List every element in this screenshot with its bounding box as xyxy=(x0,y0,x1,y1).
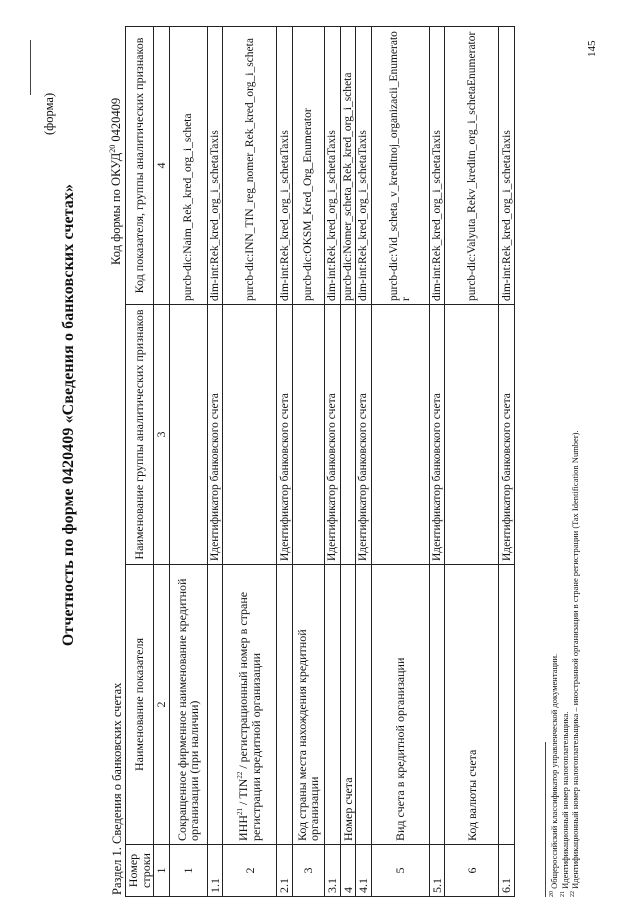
index-cell: 2 xyxy=(154,565,170,845)
table-row xyxy=(356,27,372,897)
table-row xyxy=(223,27,277,897)
indicator-code: purcb-dic:Vid_scheta_v_kreditnoj_organizacii_Enumerator xyxy=(371,27,429,305)
indicator-name-empty xyxy=(356,565,372,845)
footnote xyxy=(560,430,571,897)
row-number: 4.1 xyxy=(356,845,372,897)
row-number: 2.1 xyxy=(277,845,293,897)
indicator-code: dim-int:Rek_kred_org_i_schetaTaxis xyxy=(324,27,340,305)
name-part: / TIN xyxy=(236,778,251,808)
indicator-name: Номер счета xyxy=(340,565,356,845)
group-name: Идентификатор банковского счета xyxy=(429,305,445,565)
indicator-name-empty xyxy=(207,565,223,845)
group-name: Идентификатор банковского счета xyxy=(277,305,293,565)
row-number: 5 xyxy=(371,845,429,897)
row-number: 4 xyxy=(340,845,356,897)
row-number: 5.1 xyxy=(429,845,445,897)
page-title: Отчетность по форме 0420409 «Сведения о банковских счетах» xyxy=(60,183,77,647)
footnote-text: Идентификационный номер налогоплательщика. xyxy=(559,711,570,891)
footnote xyxy=(570,430,581,897)
header-group-name: Наименование группы аналитических признаков xyxy=(126,305,154,565)
indicator-code: dim-int:Rek_kred_org_i_schetaTaxis xyxy=(277,27,293,305)
indicator-name: Сокращенное фирменное наименование кредитной организации (при наличии) xyxy=(169,565,207,845)
table-row xyxy=(277,27,293,897)
table-row xyxy=(499,27,515,897)
row-number: 6.1 xyxy=(499,845,515,897)
indicator-code: purcb-dic:OKSM_Kred_Org_Enumerator xyxy=(292,27,324,305)
okud-prefix: Код формы по ОКУД xyxy=(109,152,124,265)
form-label: (форма) xyxy=(42,92,56,135)
footnote-text: Общероссийский классификатор управленческой документации. xyxy=(549,653,559,891)
group-name xyxy=(292,305,324,565)
table-row xyxy=(207,27,223,897)
okud-code: 0420409 xyxy=(109,97,124,142)
table-row xyxy=(169,27,207,897)
indicator-name-empty xyxy=(499,565,515,845)
indicator-name-empty xyxy=(429,565,445,845)
indicator-name: Код валюты счета xyxy=(445,565,499,845)
group-name: Идентификатор банковского счета xyxy=(324,305,340,565)
row-number: 1.1 xyxy=(207,845,223,897)
index-cell: 4 xyxy=(154,27,170,305)
group-name xyxy=(445,305,499,565)
footnote-number: 22 xyxy=(570,891,577,897)
indicator-code: purcb-dic:Nomer_scheta_Rek_kred_org_i_scheta xyxy=(340,27,356,305)
table-row xyxy=(340,27,356,897)
name-part: / регистрационный номер в стране регистрации кредитной организации xyxy=(236,591,263,841)
page-number: 145 xyxy=(586,40,598,57)
okud-code-line xyxy=(108,98,124,265)
row-number: 6 xyxy=(445,845,499,897)
header-row-number: Номер строки xyxy=(126,845,154,897)
top-divider xyxy=(30,40,31,95)
table-row xyxy=(324,27,340,897)
footnotes xyxy=(549,430,581,897)
indicator-code: purcb-dic:Naim_Rek_kred_org_i_scheta xyxy=(169,27,207,305)
table-row xyxy=(429,27,445,897)
footnote-number: 21 xyxy=(559,891,566,897)
group-name: Идентификатор банковского счета xyxy=(499,305,515,565)
group-name xyxy=(371,305,429,565)
group-name xyxy=(223,305,277,565)
accounts-table xyxy=(125,26,515,897)
footnote-divider xyxy=(545,742,546,897)
row-number: 1 xyxy=(169,845,207,897)
header-indicator-name: Наименование показателя xyxy=(126,565,154,845)
table-row xyxy=(445,27,499,897)
indicator-name-empty xyxy=(324,565,340,845)
indicator-code: dim-int:Rek_kred_org_i_schetaTaxis xyxy=(429,27,445,305)
index-cell: 1 xyxy=(154,845,170,897)
row-number: 3 xyxy=(292,845,324,897)
section-title: Раздел 1. Сведения о банковских счетах xyxy=(110,682,124,895)
group-name xyxy=(340,305,356,565)
row-number: 2 xyxy=(223,845,277,897)
index-row xyxy=(154,27,170,897)
group-name: Идентификатор банковского счета xyxy=(207,305,223,565)
header-row xyxy=(126,27,154,897)
okud-footnote-ref: 20 xyxy=(108,144,117,153)
name-part: ИНН xyxy=(236,815,251,841)
group-name: Идентификатор банковского счета xyxy=(356,305,372,565)
table-row xyxy=(292,27,324,897)
indicator-code: purcb-dic:Valyuta_Rekv_kreditn_org_i_schetaEnumerator xyxy=(445,27,499,305)
footnote-ref: 22 xyxy=(236,771,245,779)
indicator-name: Код страны места нахождения кредитной организации xyxy=(292,565,324,845)
indicator-code: dim-int:Rek_kred_org_i_schetaTaxis xyxy=(356,27,372,305)
indicator-code: dim-int:Rek_kred_org_i_schetaTaxis xyxy=(207,27,223,305)
indicator-code: purcb-dic:INN_TIN_reg_nomer_Rek_kred_org_i_scheta xyxy=(223,27,277,305)
footnote xyxy=(549,430,560,897)
group-name xyxy=(169,305,207,565)
row-number: 3.1 xyxy=(324,845,340,897)
header-code: Код показателя, группы аналитических признаков xyxy=(126,27,154,305)
indicator-name-empty xyxy=(277,565,293,845)
index-cell: 3 xyxy=(154,305,170,565)
footnote-number: 20 xyxy=(549,891,556,897)
footnote-text: Идентификационный номер налогоплательщика – иностранной организации в стране регистрации (Tax Identification Number). xyxy=(570,430,581,891)
indicator-name: Вид счета в кредитной организации xyxy=(371,565,429,845)
indicator-code: dim-int:Rek_kred_org_i_schetaTaxis xyxy=(499,27,515,305)
indicator-name xyxy=(223,565,277,845)
table-row xyxy=(371,27,429,897)
footnote-ref: 21 xyxy=(236,808,245,815)
